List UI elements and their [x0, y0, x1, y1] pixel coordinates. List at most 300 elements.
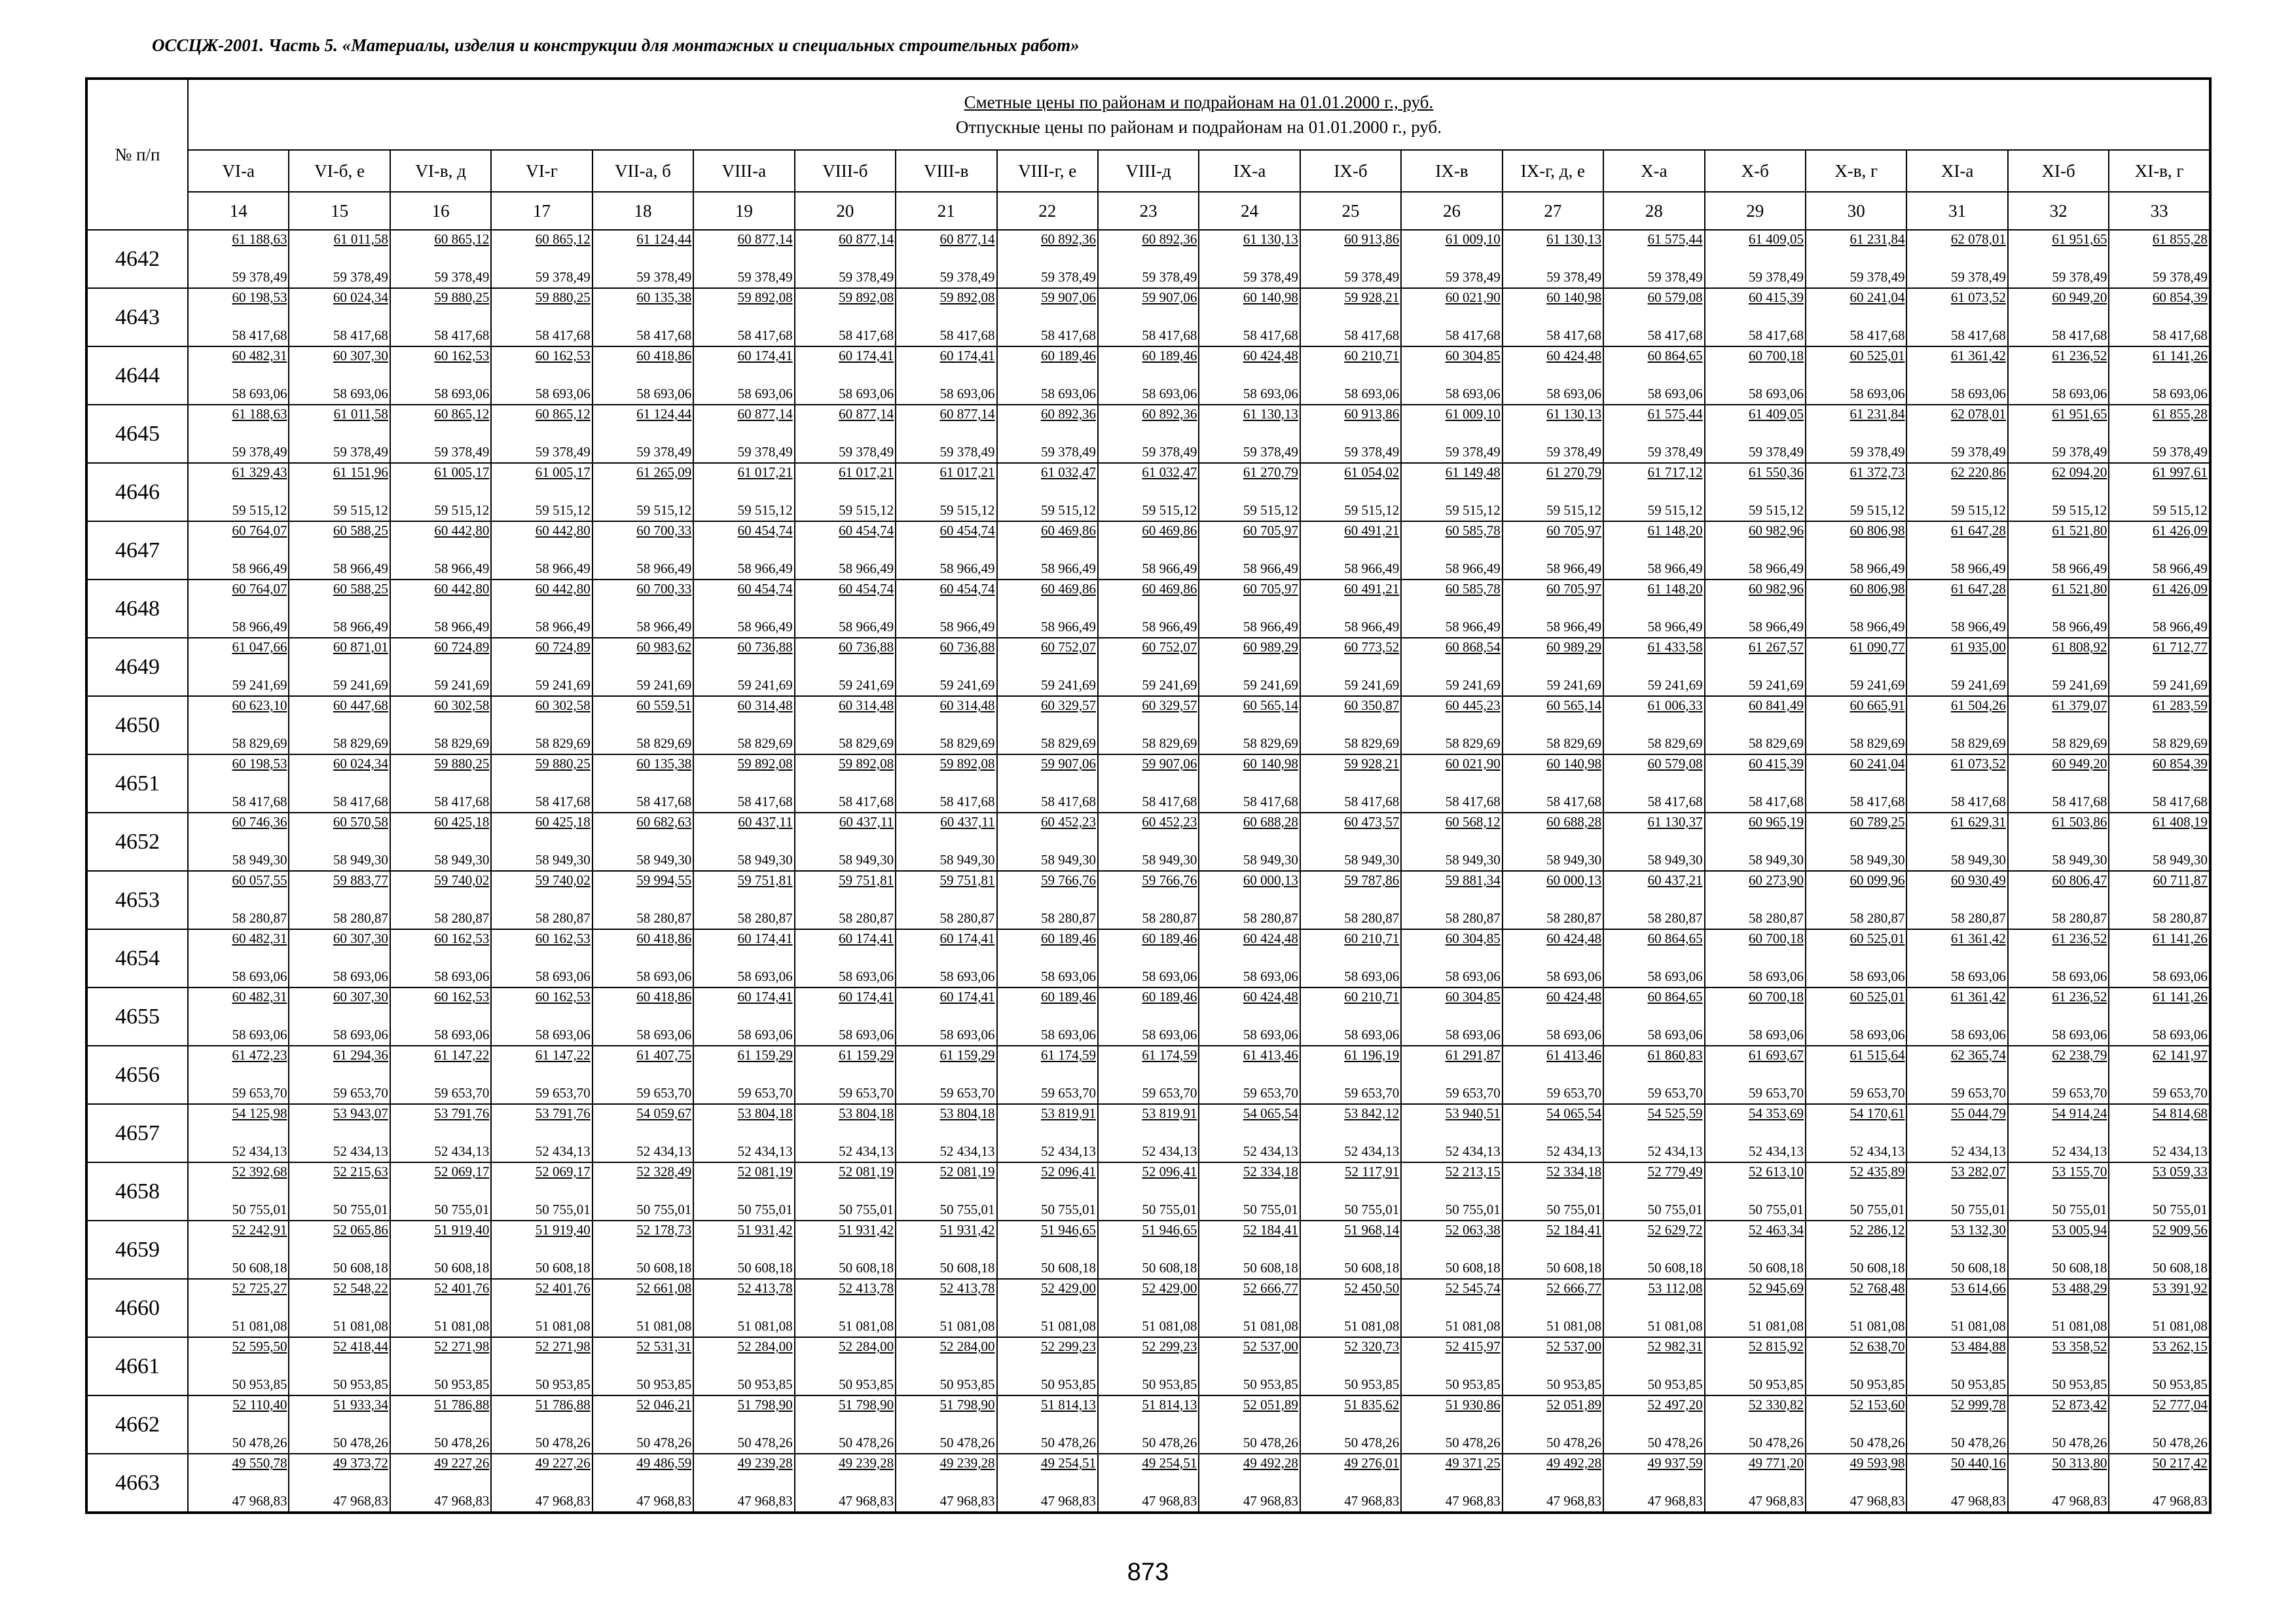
price-cell [1503, 1104, 1603, 1162]
estimated-price: 51 786,88 [535, 1397, 591, 1412]
estimated-price: 60 865,12 [535, 406, 591, 422]
selling-price: 59 241,69 [1546, 677, 1602, 693]
selling-price: 52 434,13 [434, 1143, 490, 1159]
selling-price: 50 953,85 [1445, 1376, 1501, 1392]
price-cell [1098, 580, 1199, 638]
price-cell [693, 521, 794, 580]
price-cell [491, 696, 592, 754]
price-cell [188, 288, 289, 346]
estimated-price: 60 705,97 [1546, 523, 1602, 538]
estimated-price: 61 550,36 [1749, 464, 1804, 480]
price-cell [997, 288, 1098, 346]
price-cell [1503, 346, 1603, 405]
estimated-price: 49 254,51 [1040, 1455, 1096, 1471]
estimated-price: 53 791,76 [434, 1105, 490, 1121]
selling-price: 59 515,12 [535, 502, 591, 518]
estimated-price: 59 880,25 [535, 756, 591, 771]
selling-price: 59 653,70 [1850, 1085, 1905, 1101]
selling-price: 58 949,30 [1950, 852, 2006, 868]
selling-price: 59 241,69 [939, 677, 995, 693]
selling-price: 58 417,68 [1950, 327, 2006, 343]
selling-price: 59 378,49 [1243, 444, 1298, 460]
selling-price: 50 953,85 [1749, 1376, 1804, 1392]
selling-price: 47 968,83 [333, 1493, 388, 1509]
price-cell [1705, 288, 1806, 346]
estimated-price: 60 482,31 [232, 348, 287, 363]
header-row-indices [86, 192, 2210, 230]
estimated-price: 61 712,77 [2152, 639, 2208, 655]
estimated-price: 60 877,14 [839, 406, 894, 422]
estimated-price: 60 482,31 [232, 989, 287, 1005]
selling-price: 51 081,08 [1344, 1318, 1400, 1334]
selling-price: 50 608,18 [1546, 1260, 1602, 1276]
price-cell [1806, 1162, 1906, 1221]
price-cell [592, 1395, 693, 1454]
price-cell [997, 813, 1098, 871]
selling-price: 50 755,01 [1445, 1202, 1501, 1217]
selling-price: 58 966,49 [1850, 561, 1905, 576]
selling-price: 50 478,26 [1243, 1435, 1298, 1450]
estimated-price: 61 054,02 [1344, 464, 1400, 480]
estimated-price: 60 868,54 [1445, 639, 1501, 655]
price-cell [592, 1279, 693, 1337]
selling-price: 58 829,69 [1647, 735, 1703, 751]
estimated-price: 60 241,04 [1850, 289, 1905, 305]
price-cell [188, 987, 289, 1046]
row-number: 4645 [86, 405, 188, 463]
price-cell [693, 1046, 794, 1104]
estimated-price: 51 798,90 [737, 1397, 793, 1412]
selling-price: 58 417,68 [1647, 327, 1703, 343]
price-cell [1300, 1279, 1401, 1337]
price-cell [2008, 987, 2109, 1046]
price-cell [1098, 346, 1199, 405]
price-cell [2008, 871, 2109, 929]
price-cell [491, 580, 592, 638]
estimated-price: 53 391,92 [2152, 1280, 2208, 1296]
selling-price: 58 693,06 [333, 386, 388, 401]
price-cell [1300, 871, 1401, 929]
price-cell [2109, 346, 2210, 405]
selling-price: 50 478,26 [1749, 1435, 1804, 1450]
price-cell [1705, 1162, 1806, 1221]
selling-price: 58 693,06 [333, 1027, 388, 1043]
selling-price: 58 417,68 [1950, 794, 2006, 809]
price-cell [289, 696, 390, 754]
estimated-price: 61 236,52 [2052, 931, 2107, 946]
column-index: 33 [2109, 192, 2210, 230]
price-cell [390, 929, 491, 987]
district-header: IX-а [1199, 150, 1300, 192]
price-cell [1906, 1279, 2007, 1337]
estimated-price: 52 545,74 [1445, 1280, 1501, 1296]
estimated-price: 52 413,78 [939, 1280, 995, 1296]
selling-price: 58 693,06 [939, 1027, 995, 1043]
estimated-price: 61 270,79 [1546, 464, 1602, 480]
estimated-price: 61 521,80 [2052, 581, 2107, 597]
price-cell [1906, 405, 2007, 463]
price-cell [997, 754, 1098, 813]
price-cell [693, 288, 794, 346]
price-cell [2109, 463, 2210, 521]
price-cell [1401, 1104, 1502, 1162]
price-cell [1806, 813, 1906, 871]
estimated-price: 49 227,26 [535, 1455, 591, 1471]
table-row [86, 288, 2210, 346]
selling-price: 59 378,49 [434, 444, 490, 460]
estimated-price: 61 017,21 [939, 464, 995, 480]
selling-price: 52 434,13 [1749, 1143, 1804, 1159]
price-cell [188, 871, 289, 929]
selling-price: 50 478,26 [1344, 1435, 1400, 1450]
selling-price: 58 280,87 [1344, 910, 1400, 926]
price-cell [592, 696, 693, 754]
price-cell [592, 1337, 693, 1395]
estimated-price: 52 081,19 [939, 1164, 995, 1179]
price-cell [289, 1221, 390, 1279]
estimated-price: 52 046,21 [636, 1397, 692, 1412]
price-cell [491, 346, 592, 405]
estimated-price: 61 151,96 [333, 464, 388, 480]
selling-price: 51 081,08 [1040, 1318, 1096, 1334]
selling-price: 59 378,49 [939, 269, 995, 285]
estimated-price: 61 141,26 [2152, 989, 2208, 1005]
price-cell [1806, 230, 1906, 288]
price-cell [693, 696, 794, 754]
selling-price: 58 693,06 [535, 386, 591, 401]
price-cell [390, 1162, 491, 1221]
estimated-price: 52 638,70 [1850, 1338, 1905, 1354]
estimated-price: 60 024,34 [333, 756, 388, 771]
price-cell [693, 929, 794, 987]
district-header: VIII-г, е [997, 150, 1098, 192]
price-cell [2109, 1104, 2210, 1162]
selling-price: 58 693,06 [1850, 1027, 1905, 1043]
selling-price: 59 653,70 [535, 1085, 591, 1101]
selling-price: 50 608,18 [1749, 1260, 1804, 1276]
price-cell [289, 288, 390, 346]
selling-price: 50 953,85 [2152, 1376, 2208, 1392]
price-cell [1401, 288, 1502, 346]
estimated-price: 60 307,30 [333, 348, 388, 363]
price-cell [1199, 638, 1300, 696]
price-cell [896, 230, 996, 288]
estimated-price: 60 568,12 [1445, 814, 1501, 830]
selling-price: 58 693,06 [1142, 386, 1197, 401]
estimated-price: 61 407,75 [636, 1047, 692, 1063]
selling-price: 58 693,06 [232, 1027, 287, 1043]
selling-price: 52 434,13 [232, 1143, 287, 1159]
price-cell [1300, 463, 1401, 521]
selling-price: 58 417,68 [1850, 794, 1905, 809]
price-cell [1906, 1337, 2007, 1395]
price-cell [1098, 1162, 1199, 1221]
selling-price: 51 081,08 [1749, 1318, 1804, 1334]
estimated-price: 60 989,29 [1243, 639, 1298, 655]
selling-price: 58 693,06 [1040, 386, 1096, 401]
selling-price: 58 966,49 [1850, 619, 1905, 635]
price-cell [1906, 346, 2007, 405]
price-cell [693, 230, 794, 288]
selling-price: 59 515,12 [1142, 502, 1197, 518]
row-number: 4659 [86, 1221, 188, 1279]
price-cell [2008, 230, 2109, 288]
estimated-price: 60 162,53 [535, 931, 591, 946]
selling-price: 59 378,49 [1950, 444, 2006, 460]
price-cell [390, 638, 491, 696]
estimated-price: 53 819,91 [1040, 1105, 1096, 1121]
column-index: 25 [1300, 192, 1401, 230]
estimated-price: 54 065,54 [1546, 1105, 1602, 1121]
selling-price: 59 653,70 [737, 1085, 793, 1101]
selling-price: 58 966,49 [1647, 619, 1703, 635]
price-cell [1098, 1337, 1199, 1395]
estimated-price: 60 491,21 [1344, 581, 1400, 597]
estimated-price: 52 063,38 [1445, 1222, 1501, 1238]
price-cell [1300, 1221, 1401, 1279]
estimated-price: 61 130,13 [1243, 231, 1298, 247]
price-cell [1199, 346, 1300, 405]
estimated-price: 49 492,28 [1243, 1455, 1298, 1471]
column-index: 18 [592, 192, 693, 230]
price-cell [188, 1221, 289, 1279]
price-cell [896, 405, 996, 463]
estimated-price: 61 005,17 [434, 464, 490, 480]
price-cell [2008, 463, 2109, 521]
selling-price: 58 966,49 [333, 619, 388, 635]
selling-price: 58 966,49 [1950, 561, 2006, 576]
estimated-price: 49 227,26 [434, 1455, 490, 1471]
price-cell [188, 1046, 289, 1104]
price-cell [2109, 1046, 2210, 1104]
selling-price: 52 434,13 [535, 1143, 591, 1159]
price-cell [1906, 871, 2007, 929]
estimated-price: 50 440,16 [1950, 1455, 2006, 1471]
estimated-price: 61 011,58 [333, 231, 388, 247]
price-cell [1603, 929, 1704, 987]
price-cell [491, 463, 592, 521]
estimated-price: 61 047,66 [232, 639, 287, 655]
estimated-price: 51 946,65 [1142, 1222, 1197, 1238]
estimated-price: 60 454,74 [839, 523, 894, 538]
price-cell [795, 405, 896, 463]
selling-price: 58 280,87 [434, 910, 490, 926]
price-cell [592, 1162, 693, 1221]
selling-price: 58 949,30 [839, 852, 894, 868]
price-cell [1705, 346, 1806, 405]
table-row [86, 463, 2210, 521]
estimated-price: 61 270,79 [1243, 464, 1298, 480]
selling-price: 58 829,69 [1749, 735, 1804, 751]
price-cell [592, 813, 693, 871]
price-cell [795, 1104, 896, 1162]
price-cell [491, 1104, 592, 1162]
price-cell [1503, 813, 1603, 871]
selling-price: 58 417,68 [737, 327, 793, 343]
selling-price: 58 693,06 [636, 1027, 692, 1043]
selling-price: 50 478,26 [839, 1435, 894, 1450]
price-cell [795, 230, 896, 288]
estimated-price: 60 174,41 [939, 348, 995, 363]
estimated-price: 52 184,41 [1546, 1222, 1602, 1238]
selling-price: 58 693,06 [939, 969, 995, 984]
estimated-price: 60 437,11 [940, 814, 995, 830]
estimated-price: 59 880,25 [434, 756, 490, 771]
selling-price: 58 417,68 [636, 794, 692, 809]
selling-price: 50 478,26 [232, 1435, 287, 1450]
estimated-price: 60 700,18 [1749, 348, 1804, 363]
estimated-price: 60 877,14 [737, 231, 793, 247]
estimated-price: 59 766,76 [1040, 872, 1096, 888]
estimated-price: 60 864,65 [1647, 931, 1703, 946]
estimated-price: 60 189,46 [1142, 348, 1197, 363]
price-cell [2109, 929, 2210, 987]
estimated-price: 60 454,74 [737, 581, 793, 597]
price-cell [1503, 1162, 1603, 1221]
estimated-price: 60 877,14 [839, 231, 894, 247]
selling-price: 58 966,49 [1647, 561, 1703, 576]
price-cell [795, 1337, 896, 1395]
estimated-price: 51 933,34 [333, 1397, 388, 1412]
selling-price: 59 378,49 [232, 269, 287, 285]
estimated-price: 61 951,65 [2052, 406, 2107, 422]
price-cell [795, 1279, 896, 1337]
estimated-price: 54 814,68 [2152, 1105, 2208, 1121]
estimated-price: 61 032,47 [1040, 464, 1096, 480]
selling-price: 58 693,06 [2052, 969, 2107, 984]
column-index: 15 [289, 192, 390, 230]
price-cell [2109, 638, 2210, 696]
estimated-price: 62 238,79 [2052, 1047, 2107, 1063]
selling-price: 52 434,13 [1950, 1143, 2006, 1159]
estimated-price: 59 880,25 [535, 289, 591, 305]
table-row [86, 1221, 2210, 1279]
selling-price: 58 693,06 [1850, 386, 1905, 401]
estimated-price: 52 271,98 [434, 1338, 490, 1354]
price-cell [289, 1454, 390, 1513]
table-row [86, 1104, 2210, 1162]
selling-price: 58 417,68 [1749, 327, 1804, 343]
price-cell [795, 871, 896, 929]
estimated-price: 60 700,33 [636, 523, 692, 538]
estimated-price: 52 284,00 [737, 1338, 793, 1354]
price-cell [1603, 1221, 1704, 1279]
price-cell [188, 696, 289, 754]
selling-price: 50 478,26 [1040, 1435, 1096, 1450]
estimated-price: 61 231,84 [1850, 406, 1905, 422]
estimated-price: 61 361,42 [1950, 931, 2006, 946]
estimated-price: 60 588,25 [333, 581, 388, 597]
selling-price: 51 081,08 [232, 1318, 287, 1334]
price-cell [1806, 696, 1906, 754]
selling-price: 59 515,12 [232, 502, 287, 518]
estimated-price: 60 764,07 [232, 523, 287, 538]
selling-price: 58 966,49 [1142, 619, 1197, 635]
price-cell [1603, 580, 1704, 638]
estimated-price: 60 752,07 [1142, 639, 1197, 655]
price-cell [1401, 638, 1502, 696]
estimated-price: 59 907,06 [1142, 289, 1197, 305]
selling-price: 59 241,69 [232, 677, 287, 693]
price-cell [1705, 1454, 1806, 1513]
selling-price: 59 653,70 [232, 1085, 287, 1101]
price-cell [997, 1104, 1098, 1162]
price-cell [1906, 288, 2007, 346]
estimated-price: 61 196,19 [1344, 1047, 1400, 1063]
price-cell [2109, 1279, 2210, 1337]
selling-price: 50 953,85 [1040, 1376, 1096, 1392]
estimated-price: 59 880,25 [434, 289, 490, 305]
selling-price: 58 693,06 [737, 969, 793, 984]
estimated-price: 52 328,49 [636, 1164, 692, 1179]
price-cell [997, 1046, 1098, 1104]
price-cell [693, 987, 794, 1046]
selling-price: 59 515,12 [1749, 502, 1804, 518]
price-cell [592, 1104, 693, 1162]
estimated-price: 60 588,25 [333, 523, 388, 538]
price-cell [1098, 521, 1199, 580]
selling-price: 47 968,83 [1445, 1493, 1501, 1509]
estimated-price: 49 239,28 [839, 1455, 894, 1471]
estimated-price: 60 711,87 [2153, 872, 2208, 888]
estimated-price: 53 484,88 [1950, 1338, 2006, 1354]
estimated-price: 60 665,91 [1850, 697, 1905, 713]
price-cell [693, 1395, 794, 1454]
selling-price: 47 968,83 [2152, 1493, 2208, 1509]
estimated-price: 52 299,23 [1142, 1338, 1197, 1354]
price-cell [1401, 929, 1502, 987]
estimated-price: 59 740,02 [434, 872, 490, 888]
estimated-price: 60 585,78 [1445, 581, 1501, 597]
selling-price: 47 968,83 [2052, 1493, 2107, 1509]
estimated-price: 61 575,44 [1647, 231, 1703, 247]
selling-price: 58 693,06 [1950, 1027, 2006, 1043]
price-cell [2008, 1279, 2109, 1337]
selling-price: 51 081,08 [1142, 1318, 1197, 1334]
price-cell [1503, 1279, 1603, 1337]
column-index: 28 [1603, 192, 1704, 230]
estimated-price: 61 860,83 [1647, 1047, 1703, 1063]
price-cell [188, 405, 289, 463]
selling-price: 50 953,85 [232, 1376, 287, 1392]
selling-price: 50 608,18 [1142, 1260, 1197, 1276]
district-header: XI-а [1906, 150, 2007, 192]
price-cell [1199, 871, 1300, 929]
estimated-price: 60 174,41 [737, 348, 793, 363]
selling-price: 58 829,69 [1344, 735, 1400, 751]
estimated-price: 60 314,48 [737, 697, 793, 713]
price-cell [1806, 1337, 1906, 1395]
selling-price: 58 693,06 [1445, 969, 1501, 984]
price-cell [1806, 638, 1906, 696]
estimated-price: 60 724,89 [434, 639, 490, 655]
estimated-price: 60 424,48 [1546, 989, 1602, 1005]
estimated-price: 60 162,53 [535, 989, 591, 1005]
estimated-price: 59 740,02 [535, 872, 591, 888]
price-cell [289, 987, 390, 1046]
selling-price: 52 434,13 [333, 1143, 388, 1159]
price-cell [1098, 288, 1199, 346]
selling-price: 58 949,30 [2152, 852, 2208, 868]
selling-price: 50 755,01 [939, 1202, 995, 1217]
estimated-price: 52 413,78 [839, 1280, 894, 1296]
selling-price: 58 966,49 [737, 561, 793, 576]
selling-price: 58 693,06 [1243, 969, 1298, 984]
estimated-price: 53 842,12 [1344, 1105, 1400, 1121]
estimated-price: 60 854,39 [2152, 289, 2208, 305]
selling-price: 59 241,69 [1344, 677, 1400, 693]
price-cell [2008, 1337, 2109, 1395]
